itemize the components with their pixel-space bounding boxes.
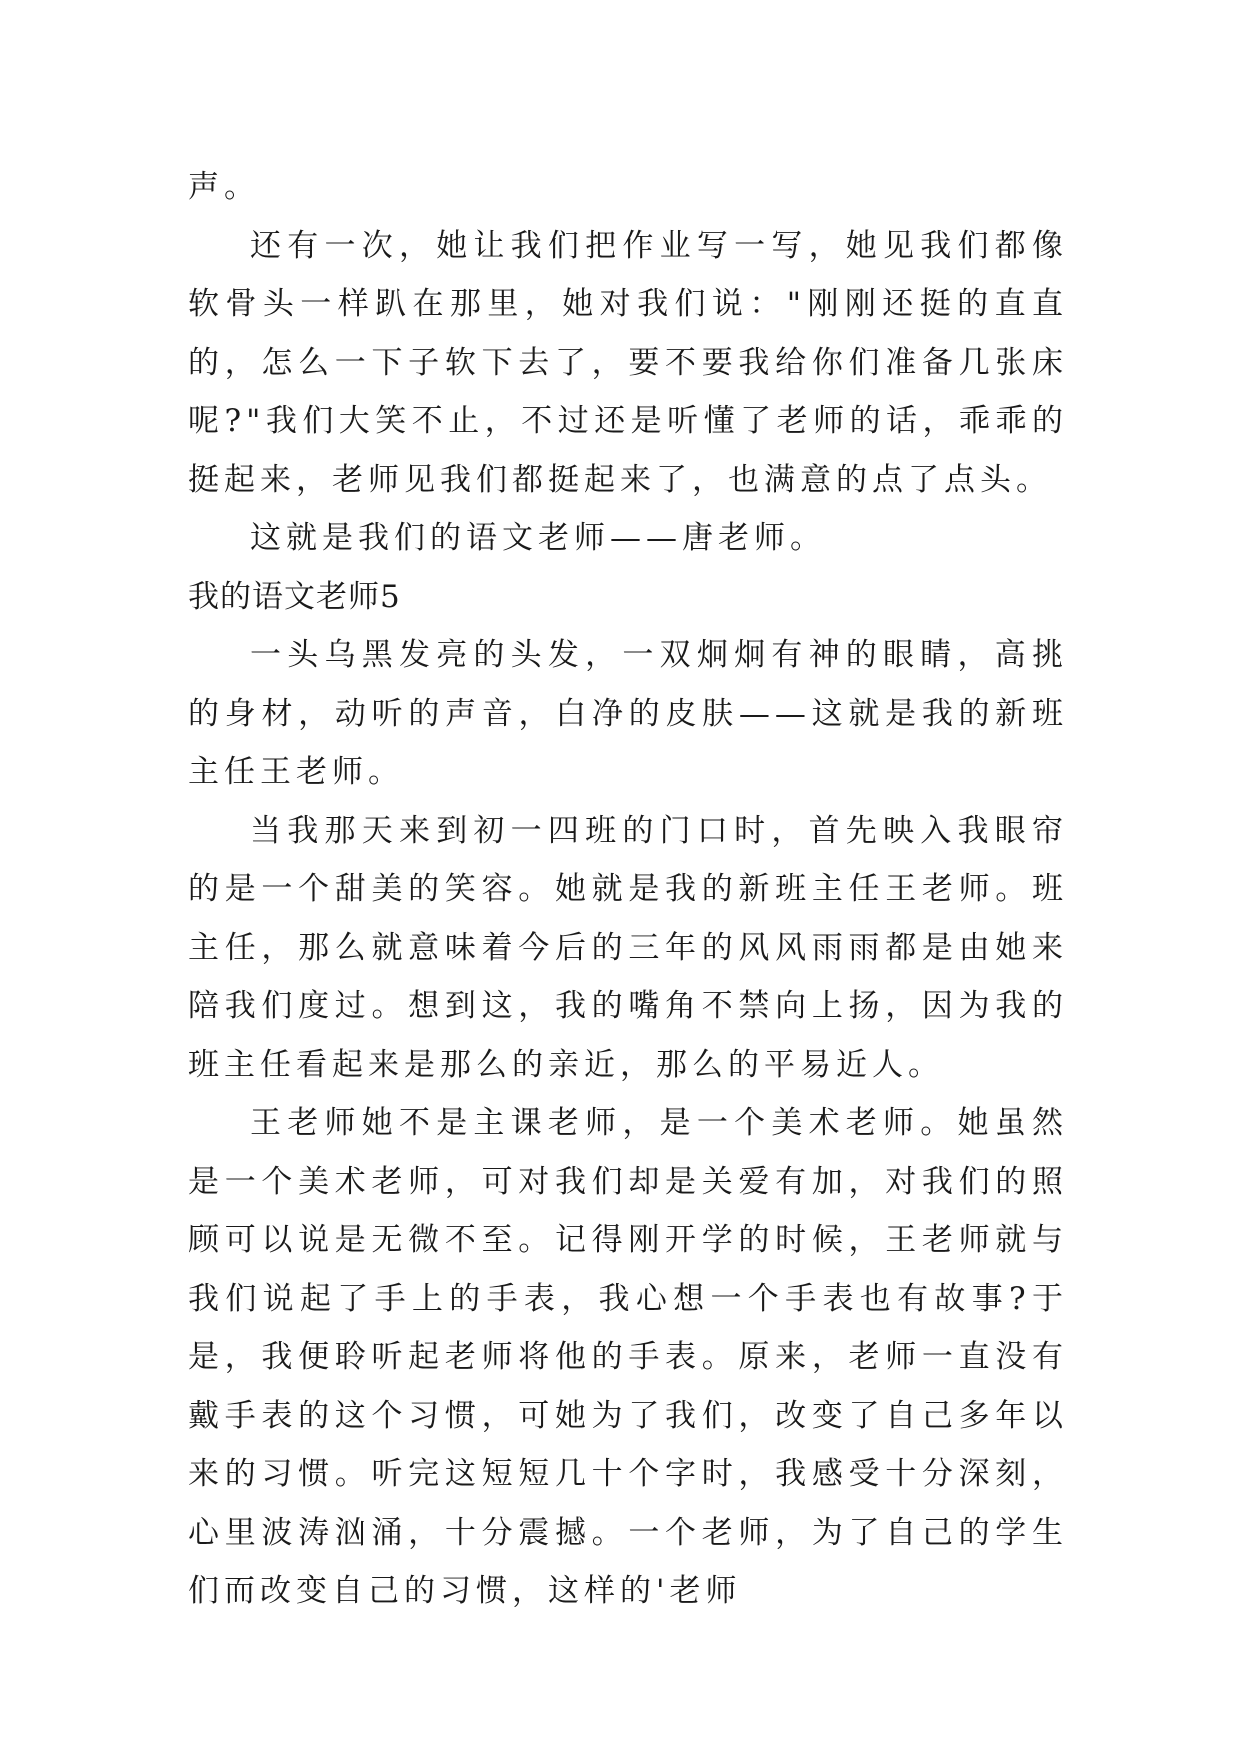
paragraph: 一头乌黑发亮的头发，一双炯炯有神的眼睛，高挑的身材，动听的声音，白净的皮肤——这就是我的新班主任王老师。 bbox=[188, 637, 1068, 790]
paragraph: 王老师她不是主课老师，是一个美术老师。她虽然是一个美术老师，可对我们却是关爱有加，对我们的照顾可以说是无微不至。记得刚开学的时候，王老师就与我们说起了手上的手表，我心想一个手表也有故事?于是，我便聆听起老师将他的手表。原来，老师一直没有戴手表的这个习惯，可她为了我们，改变了自己多年以来的习惯。听完这短短几十个字时，我感受十分深刻，心里波涛汹涌，十分震撼。一个老师，为了自己的学生们而改变自己的习惯，这样的'老师 bbox=[188, 1105, 1068, 1609]
document-body bbox=[188, 158, 1068, 1621]
paragraph: 声。 bbox=[188, 169, 260, 205]
section-heading: 我的语文老师5 bbox=[188, 578, 401, 615]
paragraph: 这就是我们的语文老师——唐老师。 bbox=[250, 520, 826, 556]
paragraph: 还有一次，她让我们把作业写一写，她见我们都像软骨头一样趴在那里，她对我们说："刚刚还挺的直直的，怎么一下子软下去了，要不要我给你们准备几张床呢?"我们大笑不止，不过还是听懂了老师的话，乖乖的挺起来，老师见我们都挺起来了，也满意的点了点头。 bbox=[188, 227, 1068, 498]
paragraph: 当我那天来到初一四班的门口时，首先映入我眼帘的是一个甜美的笑容。她就是我的新班主任王老师。班主任，那么就意味着今后的三年的风风雨雨都是由她来陪我们度过。想到这，我的嘴角不禁向上扬，因为我的班主任看起来是那么的亲近，那么的平易近人。 bbox=[188, 812, 1068, 1083]
